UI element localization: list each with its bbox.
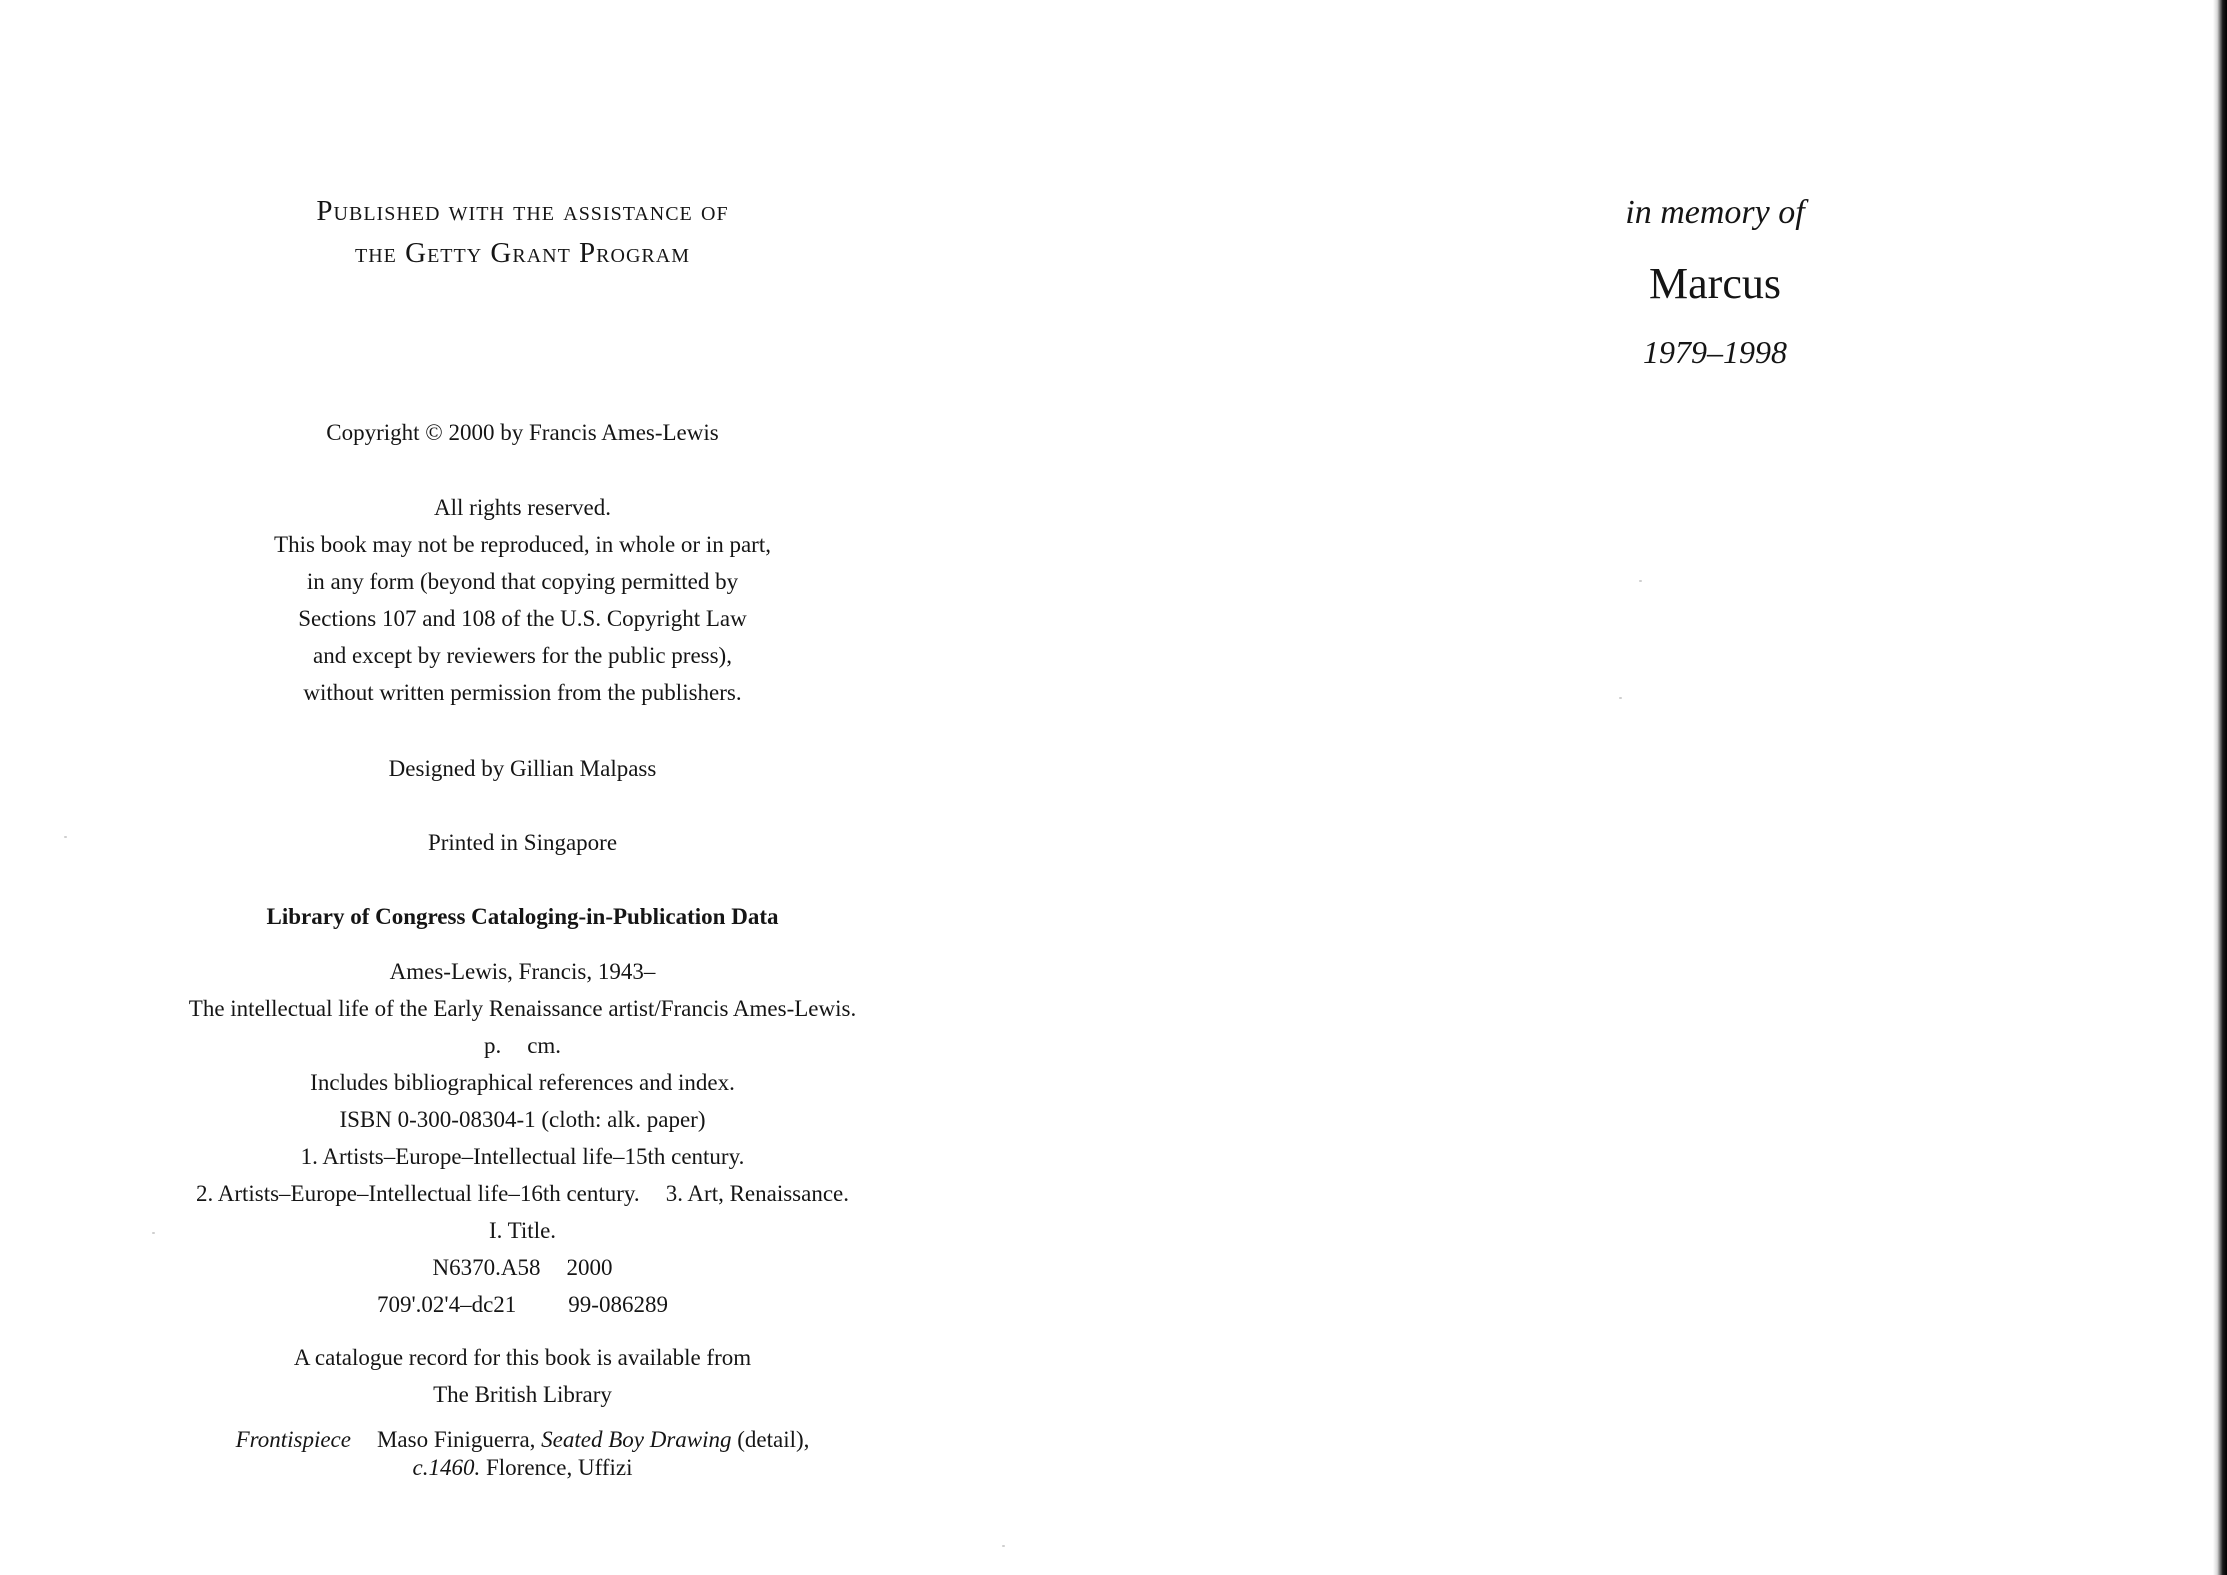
frontispiece-work: Seated Boy Drawing: [541, 1427, 732, 1452]
paper-speck: [1639, 580, 1642, 582]
cip-classification-line: [0, 1286, 1045, 1323]
assistance-line-2: the Getty Grant Program: [355, 237, 690, 269]
cip-call-number-line: [0, 1249, 1045, 1286]
cip-subject-2a: 2. Artists–Europe–Intellectual life–16th century.: [195, 1181, 640, 1206]
paper-speck: [1619, 697, 1622, 699]
cip-includes: Includes bibliographical references and index.: [310, 1070, 735, 1095]
cip-call-number: N6370.A58: [432, 1255, 541, 1280]
cip-pages: p.: [483, 1033, 502, 1058]
cip-subject-1: 1. Artists–Europe–Intellectual life–15th century.: [300, 1144, 745, 1169]
cip-size: cm.: [527, 1033, 562, 1058]
cip-dewey: 709'.02'4–dc21: [377, 1292, 517, 1317]
frontispiece-line-1: [0, 1426, 1045, 1454]
rights-line: All rights reserved.: [434, 495, 611, 520]
cip-subject-2: [0, 1175, 1045, 1212]
cip-physical-description: [0, 1027, 1045, 1064]
printed-in-text: Printed in Singapore: [427, 830, 618, 855]
rights-line: and except by reviewers for the public press),: [313, 643, 732, 668]
cip-lccn: 99-086289: [568, 1292, 668, 1317]
frontispiece-caption: [0, 1426, 1045, 1482]
paper-speck: [152, 1232, 155, 1234]
catalogue-line-2: The British Library: [433, 1382, 612, 1407]
copyright-text: Copyright © 2000 by Francis Ames-Lewis: [326, 420, 719, 445]
cip-subject-2b: 3. Art, Renaissance.: [665, 1181, 850, 1206]
copyright-page: [0, 0, 1045, 1575]
frontispiece-artist: Maso Finiguerra,: [376, 1427, 536, 1452]
copyright-line: [0, 414, 1045, 451]
assistance-line-1: Published with the assistance of: [316, 195, 729, 227]
frontispiece-date: c.1460.: [412, 1455, 481, 1480]
catalogue-line-1: A catalogue record for this book is available from: [293, 1345, 752, 1370]
cip-title: The intellectual life of the Early Renaissance artist/Francis Ames-Lewis.: [188, 996, 857, 1021]
dedication-in-memory: in memory of: [1625, 194, 1805, 231]
designer-credit: [0, 750, 1045, 787]
designed-by-text: Designed by Gillian Malpass: [388, 756, 657, 781]
cip-heading: [0, 898, 1045, 935]
frontispiece-label: Frontispiece: [235, 1427, 351, 1452]
british-library-notice: [0, 1339, 1045, 1413]
frontispiece-location: Florence, Uffizi: [486, 1455, 633, 1480]
rights-statement: [0, 489, 1045, 711]
cip-title-entry: I. Title.: [488, 1218, 557, 1243]
cip-isbn: ISBN 0-300-08304-1 (cloth: alk. paper): [339, 1107, 706, 1132]
getty-assistance-notice: [0, 190, 1045, 274]
dedication-name: Marcus: [1649, 259, 1781, 308]
scan-edge-shadow: [2213, 0, 2227, 1575]
cip-call-year: 2000: [566, 1255, 613, 1280]
dedication-years: 1979–1998: [1643, 334, 1787, 370]
paper-speck: [1002, 1545, 1005, 1547]
frontispiece-line-2: [0, 1454, 1045, 1482]
rights-line: This book may not be reproduced, in whole or in part,: [274, 532, 771, 557]
rights-line: in any form (beyond that copying permitted by: [306, 569, 739, 594]
rights-line: without written permission from the publishers.: [303, 680, 742, 705]
cip-record: [0, 953, 1045, 1323]
cip-heading-text: Library of Congress Cataloging-in-Publication Data: [266, 904, 779, 929]
printing-credit: [0, 824, 1045, 861]
frontispiece-detail: (detail),: [737, 1427, 810, 1452]
rights-line: Sections 107 and 108 of the U.S. Copyright Law: [298, 606, 747, 631]
dedication-page: [1045, 0, 2227, 1575]
cip-author: Ames-Lewis, Francis, 1943–: [389, 959, 656, 984]
paper-speck: [64, 836, 67, 838]
